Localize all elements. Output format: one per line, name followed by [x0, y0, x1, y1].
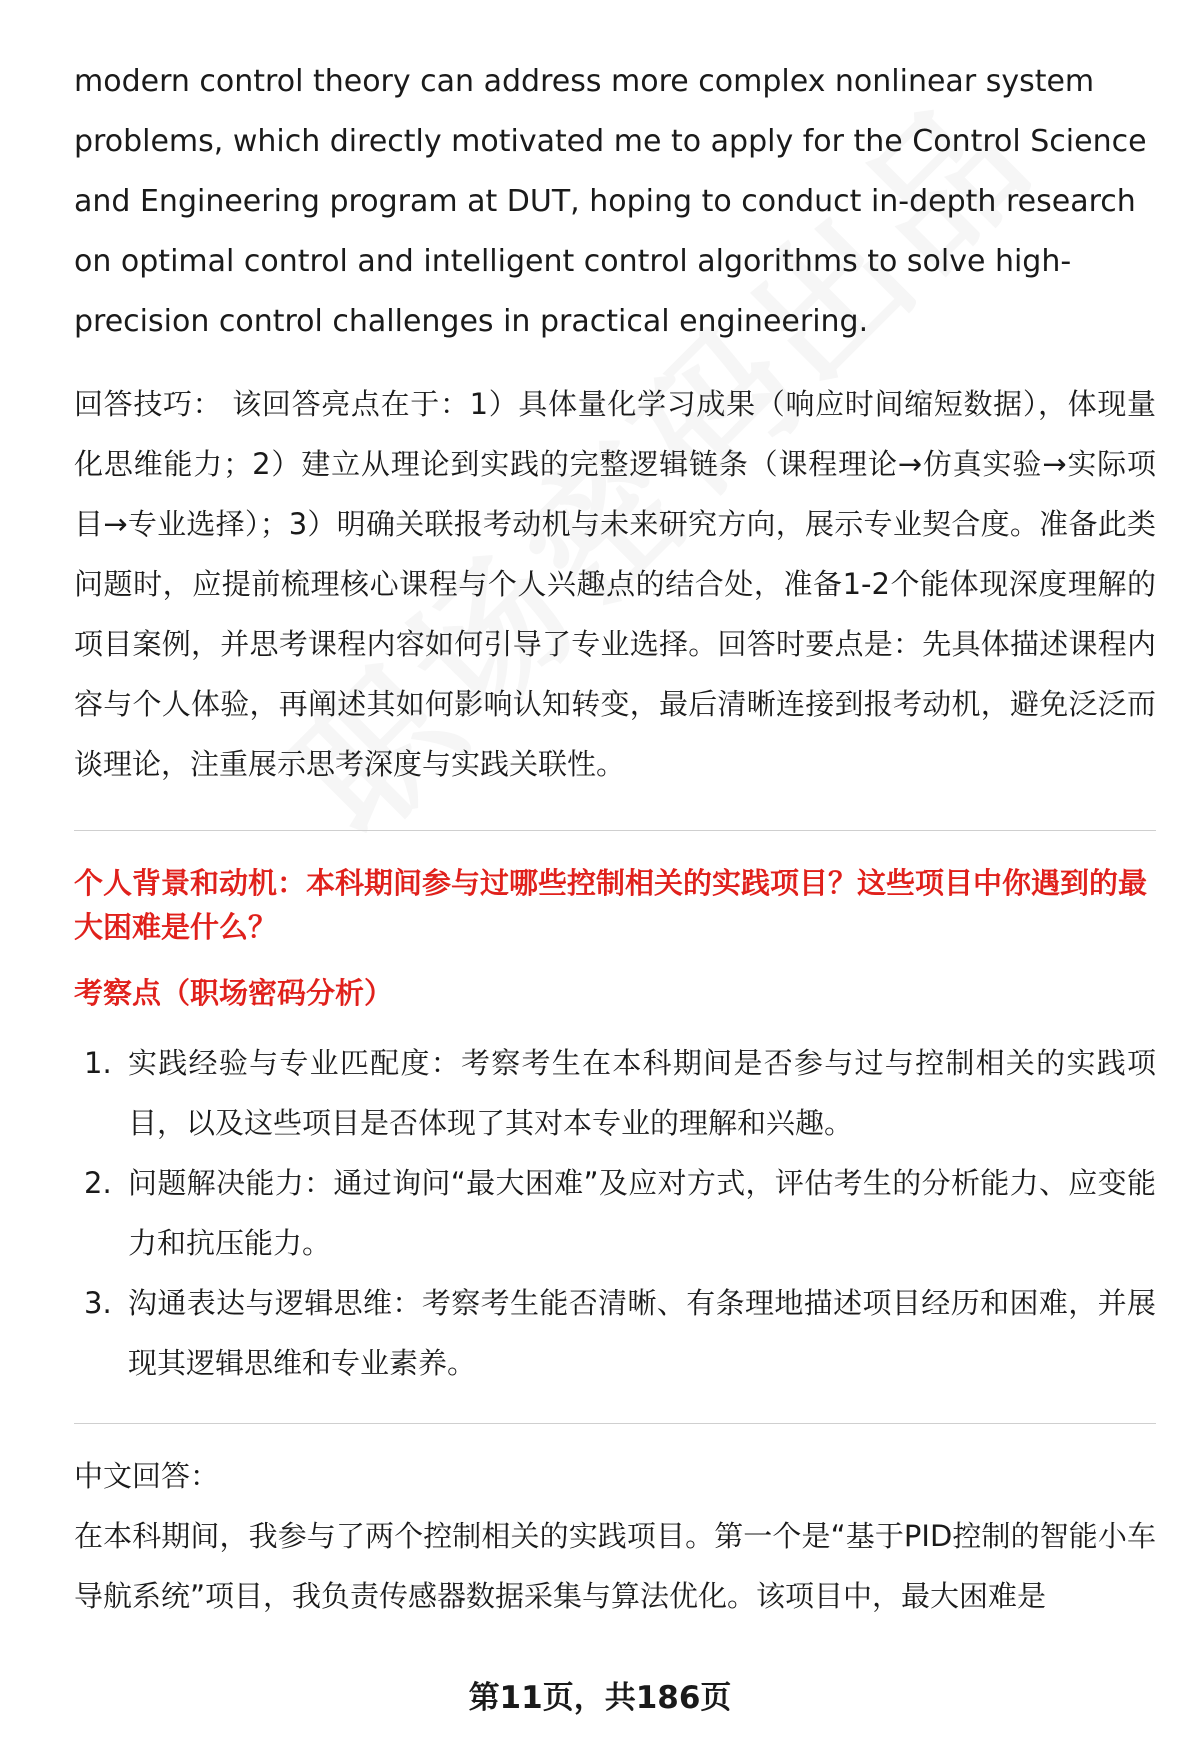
list-item-text: 沟通表达与逻辑思维：考察考生能否清晰、有条理地描述项目经历和困难，并展现其逻辑思维和专业素养。	[128, 1286, 1156, 1380]
list-item-text: 问题解决能力：通过询问“最大困难”及应对方式，评估考生的分析能力、应变能力和抗压能力。	[128, 1166, 1156, 1260]
page-content	[74, 52, 1156, 1626]
chinese-answer-label: 中文回答：	[74, 1459, 220, 1493]
list-item	[74, 1033, 1156, 1153]
list-item-number: 3.	[84, 1286, 112, 1320]
assessment-points-heading: 考察点（职场密码分析）	[74, 976, 394, 1010]
list-item-number: 1.	[84, 1046, 112, 1080]
assessment-points-list	[74, 1033, 1156, 1393]
section-divider	[74, 1423, 1156, 1424]
chinese-answer-paragraph: 在本科期间，我参与了两个控制相关的实践项目。第一个是“基于PID控制的智能小车导航系统”项目，我负责传感器数据采集与算法优化。该项目中，最大困难是	[74, 1519, 1156, 1613]
english-answer-paragraph: modern control theory can address more complex nonlinear system problems, which directly motivated me to apply for the Control Science and Engineering program at DUT, hoping to conduct in-depth research on optimal control and intelligent control algorithms to solve high-precision control challenges in practical engineering.	[74, 64, 1147, 339]
answer-tips-paragraph: 回答技巧： 该回答亮点在于：1）具体量化学习成果（响应时间缩短数据），体现量化思维能力；2）建立从理论到实践的完整逻辑链条（课程理论→仿真实验→实际项目→专业选择）；3）明确关联报考动机与未来研究方向，展示专业契合度。准备此类问题时，应提前梳理核心课程与个人兴趣点的结合处，准备1-2个能体现深度理解的项目案例，并思考课程内容如何引导了专业选择。回答时要点是：先具体描述课程内容与个人体验，再阐述其如何影响认知转变，最后清晰连接到报考动机，避免泛泛而谈理论，注重展示思考深度与实践关联性。	[74, 387, 1156, 781]
list-item-text: 实践经验与专业匹配度：考察考生在本科期间是否参与过与控制相关的实践项目，以及这些项目是否体现了其对本专业的理解和兴趣。	[128, 1046, 1156, 1140]
list-item	[74, 1273, 1156, 1393]
question-title: 个人背景和动机：本科期间参与过哪些控制相关的实践项目？这些项目中你遇到的最大困难是什么？	[74, 866, 1148, 944]
list-item-number: 2.	[84, 1166, 112, 1200]
section-divider	[74, 830, 1156, 831]
page-number-footer: 第11页，共186页	[468, 1680, 732, 1716]
list-item	[74, 1153, 1156, 1273]
